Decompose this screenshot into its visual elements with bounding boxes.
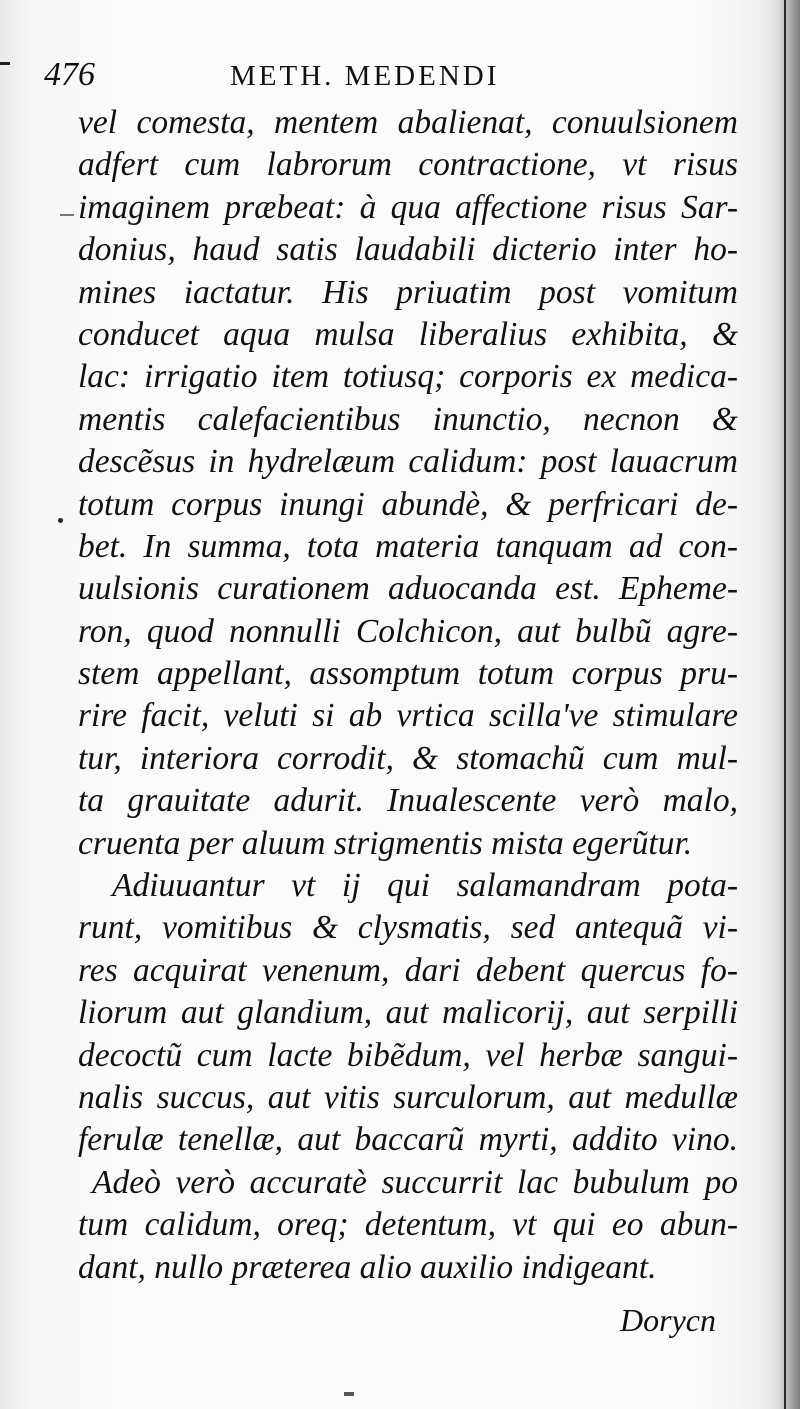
text-line: mentis calefacientibus inunctio, necnon & <box>78 400 738 438</box>
text-line: dant, nullo præterea alio auxilio indigeant. <box>78 1248 657 1286</box>
text-line: adfert cum labrorum contractione, vt risus <box>78 146 738 184</box>
text-line: tur, interiora corrodit, & stomachũ cum mul- <box>78 739 738 777</box>
text-line: conducet aqua mulsa liberalius exhibita, & <box>78 315 738 353</box>
catchword: Dorycn <box>620 1302 716 1338</box>
text-line: nalis succus, aut vitis surculorum, aut medullæ <box>78 1078 738 1116</box>
text-line: tum calidum, oreq; detentum, vt qui eo abun- <box>78 1206 738 1244</box>
text-line: ta grauitate adurit. Inualescente verò malo, <box>78 782 738 820</box>
text-line: decoctũ cum lacte bibẽdum, vel herbæ sangui- <box>78 1036 738 1074</box>
text-line: imaginem præbeat: à qua affectione risus Sar- <box>78 188 738 226</box>
page-header <box>44 56 744 96</box>
text-line: mines iactatur. His priuatim post vomitum <box>78 273 738 311</box>
text-line: bet. In summa, tota materia tanquam ad con- <box>78 527 738 565</box>
page-edge-shadow <box>778 0 800 1409</box>
margin-mark <box>60 214 74 216</box>
page-edge-line <box>784 0 786 1409</box>
text-line: liorum aut glandium, aut malicorij, aut serpilli <box>78 994 738 1032</box>
margin-mark <box>344 1392 354 1396</box>
text-line: donius, haud satis laudabili dicterio inter ho- <box>78 231 738 269</box>
text-line: lac: irrigatio item totiusq; corporis ex medica- <box>78 358 738 396</box>
margin-mark <box>0 62 10 65</box>
text-line: Adeò verò accuratè succurrit lac bubulum po <box>92 1163 738 1201</box>
text-line: res acquirat venenum, dari debent quercus fo- <box>78 951 738 989</box>
text-line: totum corpus inungi abundè, & perfricari de- <box>78 485 738 523</box>
text-line: ferulæ tenellæ, aut baccarũ myrti, addito vino. <box>78 1121 738 1159</box>
running-head: METH. MEDENDI <box>230 60 500 92</box>
text-line: vel comesta, mentem abalienat, conuulsionem <box>78 104 738 141</box>
text-line: runt, vomitibus & clysmatis, sed antequã vi- <box>78 909 738 947</box>
margin-mark <box>58 518 63 523</box>
text-line: rire facit, veluti si ab vrtica scilla've stimulare <box>78 697 738 735</box>
text-line: uulsionis curationem aduocanda est. Epheme- <box>78 570 738 608</box>
text-line: cruenta per aluum strigmentis mista egerũtur. <box>78 824 693 862</box>
body-text <box>78 102 738 1289</box>
text-line: Adiuuantur vt ij qui salamandram pota- <box>112 867 738 905</box>
text-line: descẽsus in hydrelæum calidum: post lauacrum <box>78 443 738 481</box>
text-line: ron, quod nonnulli Colchicon, aut bulbũ agre- <box>78 612 738 650</box>
page-number: 476 <box>44 56 95 93</box>
text-line: stem appellant, assomptum totum corpus pru- <box>78 655 738 693</box>
